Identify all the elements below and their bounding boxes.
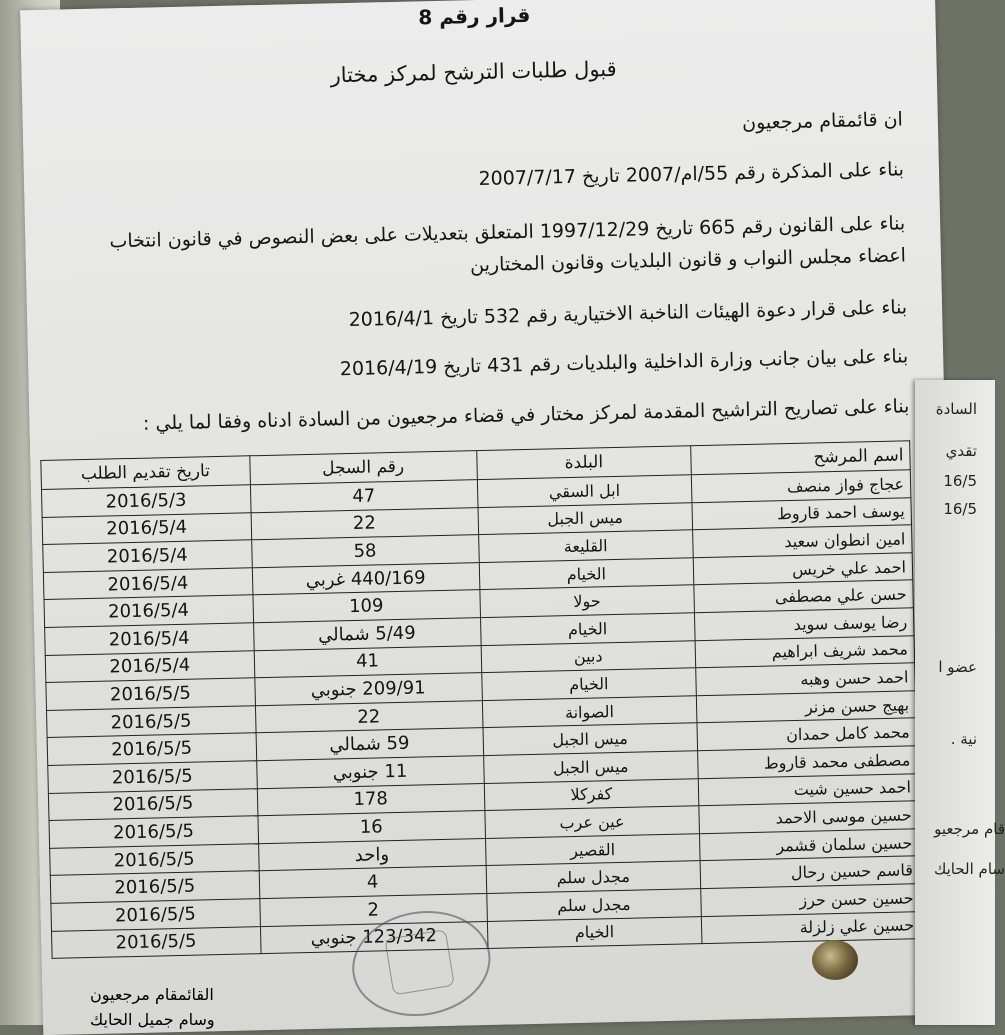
cell-town: مجدل سلم: [486, 889, 701, 921]
cell-registry: 5/49 شمالي: [253, 618, 481, 651]
side-fragment: تقدي: [945, 442, 977, 460]
cell-registry: 59 شمالي: [256, 728, 484, 761]
cell-date: 2016/5/5: [47, 705, 256, 737]
cell-registry: 22: [251, 507, 479, 540]
side-fragment: قام مرجعيو: [934, 820, 1005, 838]
side-fragment: السادة: [935, 400, 977, 418]
header-date: تاريخ تقديم الطلب: [41, 456, 250, 490]
cell-date: 2016/5/4: [42, 512, 251, 544]
cell-date: 2016/5/5: [50, 843, 259, 875]
side-fragment: 16/5: [943, 500, 977, 518]
cell-name: بهيج حسن مزنر: [696, 690, 916, 723]
cell-name: محمد كامل حمدان: [697, 718, 917, 751]
thumbtack-pin: [812, 940, 858, 980]
cell-registry: 47: [250, 480, 478, 513]
cell-registry: 22: [255, 700, 483, 733]
cell-name: حسين علي زلزلة: [701, 911, 921, 944]
cell-date: 2016/5/4: [44, 595, 253, 627]
cell-date: 2016/5/5: [50, 871, 259, 903]
side-fragment: نية .: [950, 730, 977, 748]
document-body: [25, 0, 928, 1035]
cell-name: حسين حسن حرز: [701, 884, 921, 917]
cell-date: 2016/5/5: [46, 678, 255, 710]
cell-town: دبين: [481, 640, 696, 672]
cell-registry: 58: [251, 535, 479, 568]
signature-title: القائمقام مرجعيون: [90, 985, 214, 1004]
cell-date: 2016/5/5: [49, 816, 258, 848]
cell-date: 2016/5/5: [47, 733, 256, 765]
cell-town: الخيام: [481, 668, 696, 700]
preamble-line-3: بناء على قرار دعوة الهيئات الناخبة الاختيارية رقم 532 تاريخ 2016/4/1: [348, 296, 908, 332]
cell-date: 2016/5/4: [43, 540, 252, 572]
cell-name: رضا يوسف سويد: [694, 608, 914, 641]
cell-name: محمد شريف ابراهيم: [695, 635, 915, 668]
preamble-line-2a: بناء على القانون رقم 665 تاريخ 1997/12/29 المتعلق بتعديلات على بعض النصوص في قانون انتخاب: [109, 212, 906, 253]
cell-registry: 178: [257, 783, 485, 816]
cell-town: ميس الجبل: [483, 723, 698, 755]
side-fragment: 16/5: [943, 472, 977, 490]
cell-registry: 16: [257, 811, 485, 844]
cell-date: 2016/5/3: [41, 485, 250, 517]
preamble-line-2b: اعضاء مجلس النواب و قانون البلديات وقانون المختارين: [469, 244, 907, 277]
cell-name: حسين موسى الاحمد: [699, 801, 919, 834]
cell-registry: 209/91 جنوبي: [254, 673, 482, 706]
adjacent-sheet: [915, 380, 1005, 1025]
cell-date: 2016/5/5: [51, 899, 260, 931]
cell-registry: 11 جنوبي: [256, 756, 484, 789]
cell-name: احمد حسن وهبه: [696, 663, 916, 696]
cell-town: ابل السقي: [477, 475, 692, 507]
issuer-line: ان قائمقام مرجعيون: [741, 108, 904, 135]
side-fragment: عضو ا: [938, 658, 977, 676]
cell-town: الصوانة: [482, 695, 697, 727]
cell-name: احمد حسين شيت: [698, 773, 918, 806]
cell-name: احمد علي خريس: [693, 553, 913, 586]
cell-name: يوسف احمد قاروط: [692, 497, 912, 530]
cell-registry: واحد: [258, 838, 486, 871]
cell-town: الخيام: [480, 613, 695, 645]
header-town: البلدة: [476, 446, 691, 480]
cell-town: عين عرب: [484, 806, 699, 838]
preamble-line-5: بناء على تصاريح التراشيح المقدمة لمركز مختار في قضاء مرجعيون من السادة ادناه وفقا لما يلي :: [142, 395, 910, 435]
decision-subject: قبول طلبات الترشح لمركز مختار: [330, 56, 617, 88]
decision-number: قرار رقم 8: [418, 2, 531, 30]
cell-town: مجدل سلم: [486, 861, 701, 893]
cell-date: 2016/5/5: [48, 761, 257, 793]
cell-date: 2016/5/5: [48, 788, 257, 820]
cell-town: حولا: [479, 585, 694, 617]
cell-registry: 123/342 جنوبي: [260, 921, 488, 954]
cell-town: الخيام: [487, 916, 702, 948]
header-name: اسم المرشح: [691, 441, 911, 475]
cell-registry: 41: [254, 645, 482, 678]
cell-name: امين انطوان سعيد: [693, 525, 913, 558]
cell-registry: 109: [252, 590, 480, 623]
document-page: [20, 0, 958, 1035]
cell-town: ميس الجبل: [483, 751, 698, 783]
side-fragment: سام الحايك: [933, 860, 1005, 878]
cell-date: 2016/5/4: [45, 623, 254, 655]
preamble-line-1: بناء على المذكرة رقم 55/ام/2007 تاريخ 2007/7/17: [478, 158, 905, 191]
cell-town: الخيام: [479, 558, 694, 590]
cell-town: ميس الجبل: [478, 502, 693, 534]
cell-registry: 440/169 غربي: [252, 562, 480, 595]
cell-registry: 2: [259, 893, 487, 926]
cell-name: عجاج فواز منصف: [691, 470, 911, 503]
cell-town: القليعة: [478, 530, 693, 562]
preamble-line-4: بناء على بيان جانب وزارة الداخلية والبلديات رقم 431 تاريخ 2016/4/19: [339, 345, 909, 381]
cell-date: 2016/5/5: [52, 926, 261, 958]
signature-name: وسام جميل الحايك: [90, 1010, 215, 1029]
header-registry: رقم السجل: [249, 451, 477, 485]
candidates-table: [40, 440, 921, 959]
cell-date: 2016/5/4: [43, 568, 252, 600]
cell-name: مصطفى محمد قاروط: [698, 746, 918, 779]
cell-name: حسين سلمان قشمر: [699, 828, 919, 861]
cell-name: قاسم حسين رحال: [700, 856, 920, 889]
cell-town: كفركلا: [484, 778, 699, 810]
cell-town: القصير: [485, 833, 700, 865]
cell-registry: 4: [259, 866, 487, 899]
cell-date: 2016/5/4: [45, 650, 254, 682]
cell-name: حسن علي مصطفى: [694, 580, 914, 613]
